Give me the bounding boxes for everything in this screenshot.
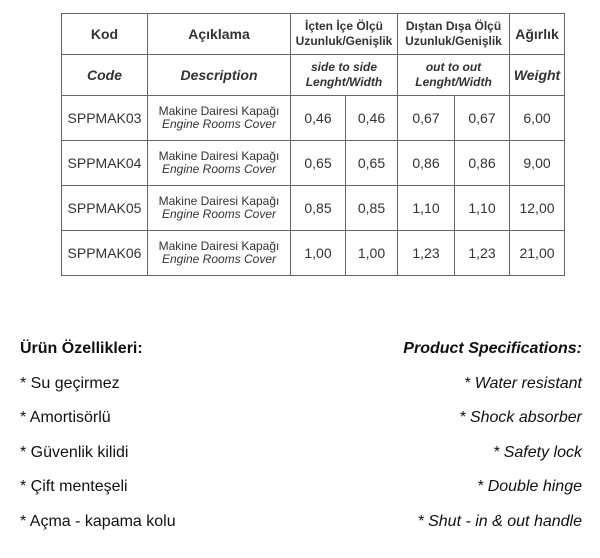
desc-en: Engine Rooms Cover: [161, 252, 277, 266]
feature-item: [20, 409, 582, 444]
header-row-en: [62, 55, 565, 96]
feature-tr: * Çift menteşeli: [20, 478, 128, 495]
cell-description: [148, 96, 291, 141]
cell-in-width: 0,46: [346, 96, 398, 141]
table-row: [62, 186, 565, 231]
cell-in-width: 0,65: [346, 141, 398, 186]
features-section: [20, 340, 582, 547]
desc-tr: Makine Dairesi Kapağı: [158, 149, 280, 163]
cell-out-width: 1,10: [455, 186, 510, 231]
spec-table: [61, 13, 565, 276]
feature-tr: * Güvenlik kilidi: [20, 443, 129, 461]
feature-tr: * Amortisörlü: [20, 409, 111, 426]
header-distan: Dıştan Dışa Ölçü Uzunluk/Genişlik: [398, 14, 510, 55]
cell-out-width: 1,23: [455, 231, 510, 276]
table-row: [62, 231, 565, 276]
feature-tr: * Açma - kapama kolu: [20, 512, 176, 530]
feature-item: [20, 444, 582, 479]
feature-item: [20, 375, 582, 410]
cell-description: [148, 231, 291, 276]
desc-en: Engine Rooms Cover: [161, 162, 277, 176]
desc-tr: Makine Dairesi Kapağı: [158, 239, 280, 253]
cell-out-length: 0,67: [398, 96, 455, 141]
features-title-en: Product Specifications:: [403, 340, 582, 357]
cell-in-width: 1,00: [346, 231, 398, 276]
cell-description: [148, 141, 291, 186]
features-title-tr: Ürün Özellikleri:: [20, 340, 143, 357]
feature-item: [20, 478, 582, 513]
feature-en: * Double hinge: [477, 478, 582, 495]
table-row: [62, 96, 565, 141]
header-side: side to side Lenght/Width: [291, 55, 398, 96]
features-heading: [20, 340, 582, 375]
feature-en: * Shut - in & out handle: [417, 512, 582, 530]
header-out: out to out Lenght/Width: [398, 55, 510, 96]
header-kod: Kod: [62, 14, 148, 55]
cell-code: SPPMAK03: [62, 96, 148, 141]
feature-item: [20, 513, 582, 548]
cell-in-length: 1,00: [291, 231, 346, 276]
header-row-tr: [62, 14, 565, 55]
cell-weight: 6,00: [510, 96, 565, 141]
cell-in-width: 0,85: [346, 186, 398, 231]
header-agirlik: Ağırlık: [510, 14, 565, 55]
header-icten: İçten İçe Ölçü Uzunluk/Genişlik: [291, 14, 398, 55]
cell-description: [148, 186, 291, 231]
header-weight: Weight: [510, 55, 565, 96]
feature-en: * Safety lock: [493, 443, 582, 461]
feature-en: * Shock absorber: [459, 409, 582, 426]
feature-tr: * Su geçirmez: [20, 374, 120, 392]
cell-code: SPPMAK06: [62, 231, 148, 276]
cell-weight: 9,00: [510, 141, 565, 186]
desc-tr: Makine Dairesi Kapağı: [158, 194, 280, 208]
cell-out-length: 0,86: [398, 141, 455, 186]
feature-en: * Water resistant: [464, 374, 582, 392]
cell-out-width: 0,86: [455, 141, 510, 186]
desc-en: Engine Rooms Cover: [161, 117, 277, 131]
cell-in-length: 0,46: [291, 96, 346, 141]
cell-out-length: 1,10: [398, 186, 455, 231]
cell-in-length: 0,85: [291, 186, 346, 231]
cell-weight: 12,00: [510, 186, 565, 231]
header-code: Code: [62, 55, 148, 96]
desc-tr: Makine Dairesi Kapağı: [158, 104, 280, 118]
cell-in-length: 0,65: [291, 141, 346, 186]
cell-code: SPPMAK04: [62, 141, 148, 186]
cell-out-width: 0,67: [455, 96, 510, 141]
cell-out-length: 1,23: [398, 231, 455, 276]
header-description: Description: [148, 55, 291, 96]
cell-weight: 21,00: [510, 231, 565, 276]
table-row: [62, 141, 565, 186]
desc-en: Engine Rooms Cover: [161, 207, 277, 221]
cell-code: SPPMAK05: [62, 186, 148, 231]
header-aciklama: Açıklama: [148, 14, 291, 55]
